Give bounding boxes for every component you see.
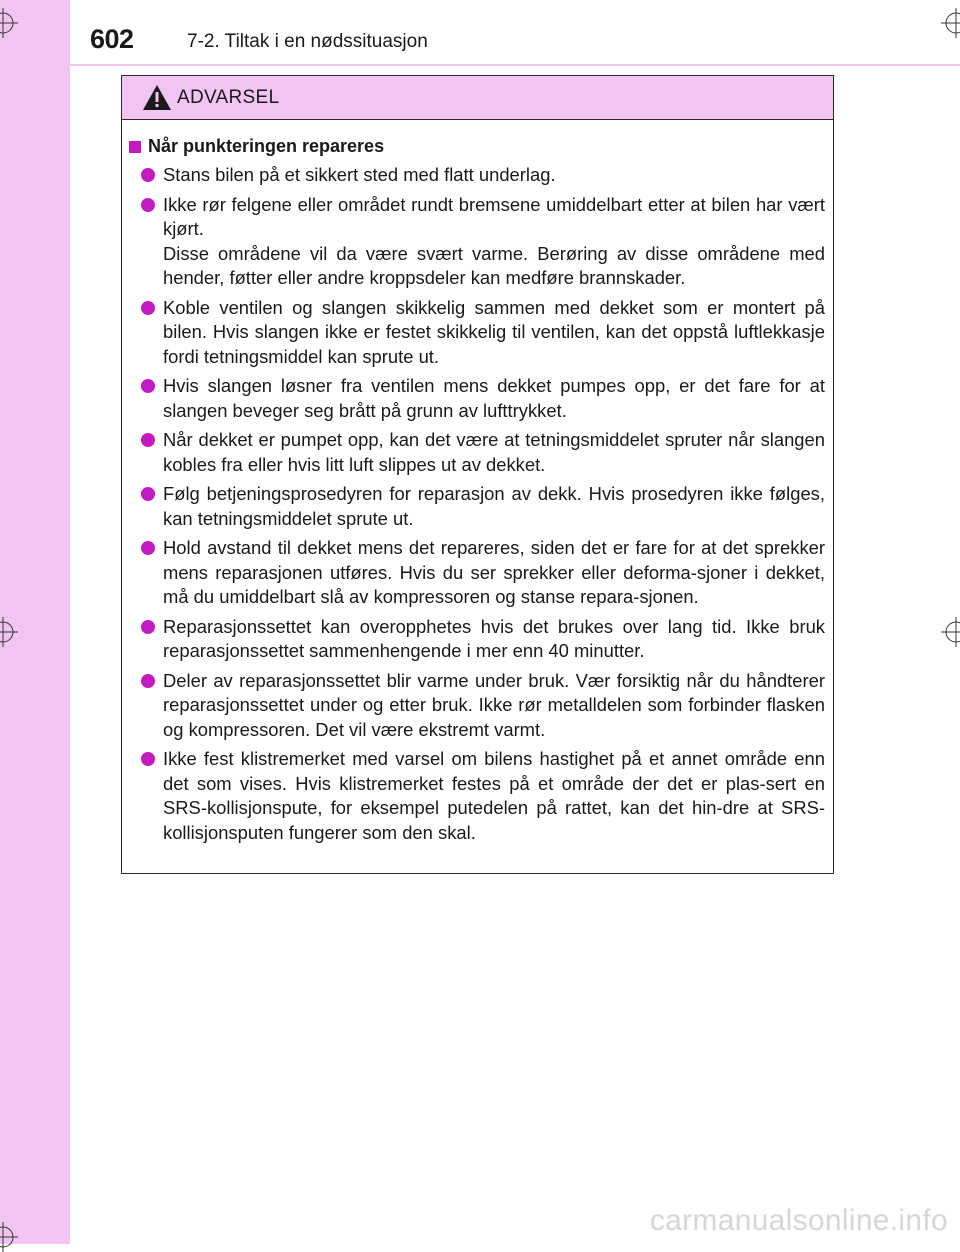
list-item [129, 747, 825, 845]
bullet-dot-icon [141, 752, 155, 766]
list-item-text: Hvis slangen løsner fra ventilen mens dekket pumpes opp, er det fare for at slangen beveger seg brått på grunn av lufttrykket. [163, 375, 825, 421]
warning-item-list [129, 163, 825, 845]
bullet-dot-icon [141, 541, 155, 555]
registration-mark-icon [0, 8, 18, 38]
bullet-dot-icon [141, 301, 155, 315]
registration-mark-icon [0, 617, 18, 647]
warning-title: ADVARSEL [177, 86, 280, 108]
list-item-text: Reparasjonssettet kan overopphetes hvis det brukes over lang tid. Ikke bruk reparasjonssettet sammenhengende i mer enn 40 minutter. [163, 615, 825, 661]
subheading-text: Når punkteringen repareres [148, 136, 385, 156]
list-item [129, 296, 825, 370]
list-item [129, 482, 825, 531]
page-number: 602 [90, 24, 134, 54]
list-item [129, 669, 825, 743]
registration-mark-icon [941, 8, 960, 38]
registration-mark-icon [941, 617, 960, 647]
warning-triangle-icon [142, 84, 172, 111]
list-item [129, 615, 825, 664]
list-item [129, 374, 825, 423]
list-item-text: Disse områdene vil da være svært varme. Berøring av disse områdene med hender, føtter eller andre kroppsdeler kan medføre brannskader. [163, 242, 825, 288]
list-item-text: Deler av reparasjonssettet blir varme under bruk. Vær forsiktig når du håndterer reparasjonssettet under og etter bruk. Ikke rør metalldelen som forbinder flasken og kompressoren. Det vil være ekstremt varmt. [163, 669, 825, 740]
list-item-text: Stans bilen på et sikkert sted med flatt underlag. [163, 164, 556, 185]
section-title: 7-2. Tiltak i en nødssituasjon [187, 31, 428, 52]
list-item [129, 193, 825, 291]
list-item-text: Hold avstand til dekket mens det repareres, siden det er fare for at det sprekker mens reparasjonen utføres. Hvis du ser sprekker eller deforma-sjoner i dekket, må du umiddelbart slå av kompressoren og stanse repara-sjonen. [163, 537, 825, 607]
watermark: carmanualsonline.info [649, 1204, 948, 1237]
bullet-dot-icon [141, 487, 155, 501]
list-item [129, 428, 825, 477]
bullet-dot-icon [141, 620, 155, 634]
warning-subheading [129, 136, 825, 157]
header-rule [70, 64, 960, 66]
list-item-text: Koble ventilen og slangen skikkelig sammen med dekket som er montert på bilen. Hvis slangen ikke er festet skikkelig til ventilen, kan det oppstå luftlekkasje fordi tetningsmiddel kan sprute ut. [163, 296, 825, 367]
list-item [129, 536, 825, 610]
warning-box [121, 75, 834, 874]
bullet-dot-icon [141, 379, 155, 393]
bullet-dot-icon [141, 433, 155, 447]
bullet-dot-icon [141, 168, 155, 182]
warning-header [122, 76, 833, 120]
list-item [129, 163, 825, 188]
bullet-dot-icon [141, 198, 155, 212]
warning-body [122, 120, 833, 845]
list-item-text: Ikke fest klistremerket med varsel om bilens hastighet på et annet område enn det som vises. Hvis klistremerket festes på et område der det er plas-sert en SRS-kollisjonspute, for eksempel putedelen på rattet, kan det hin-dre at SRS-kollisjonsputen fungerer som den skal. [163, 748, 825, 843]
bullet-dot-icon [141, 674, 155, 688]
registration-mark-icon [0, 1222, 18, 1252]
square-bullet-icon [129, 141, 141, 153]
list-item-text: Når dekket er pumpet opp, kan det være at tetningsmiddelet spruter når slangen kobles fra eller hvis litt luft slippes ut av dekket. [163, 429, 825, 475]
list-item-text: Ikke rør felgene eller området rundt bremsene umiddelbart etter at bilen har vært kjørt. [163, 193, 825, 239]
list-item-text: Følg betjeningsprosedyren for reparasjon av dekk. Hvis prosedyren ikke følges, kan tetningsmiddelet sprute ut. [163, 483, 825, 529]
